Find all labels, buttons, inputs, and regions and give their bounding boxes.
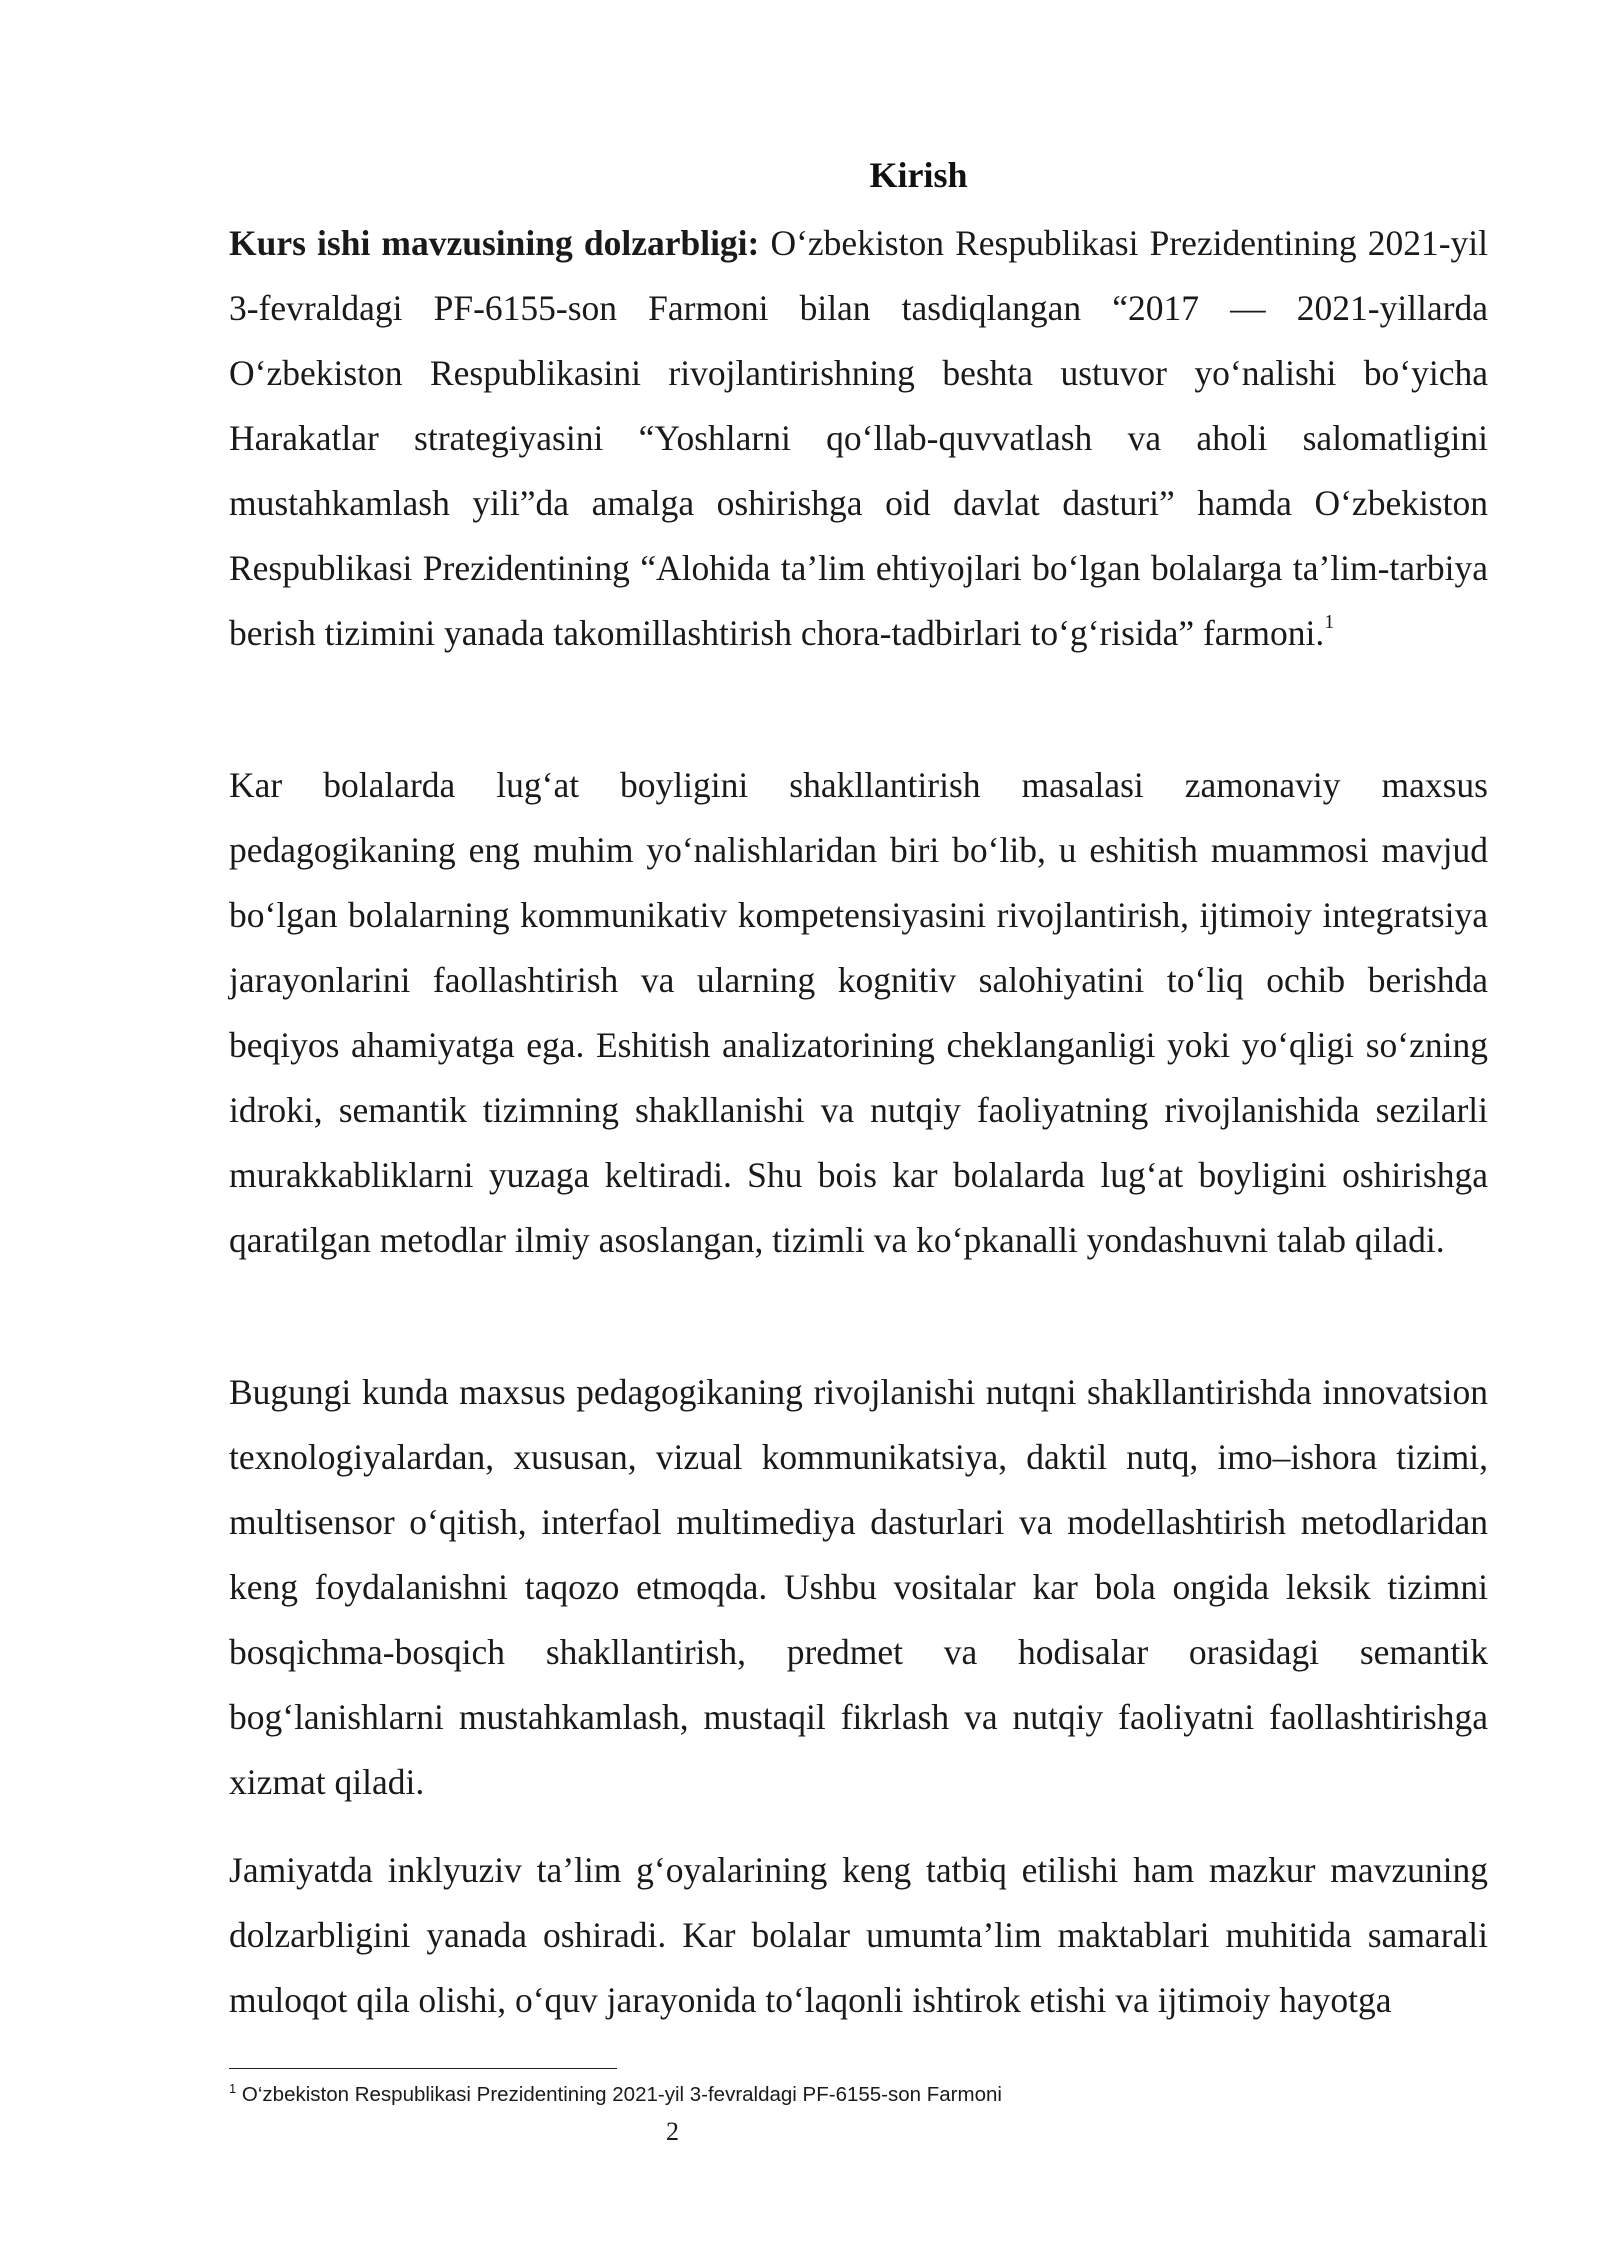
paragraph-1 (229, 211, 1488, 666)
paragraph-text: O‘zbekiston Respublikasi Prezidentining 2021-yil 3-fevraldagi PF-6155-son Farmoni bilan tasdiqlangan “2017 — 2021-yillarda O‘zbekiston Respublikasini rivojlantirishning beshta ustuvor yo‘nalishi bo‘yicha Harakatlar strategiyasini “Yoshlarni qo‘llab-quvvatlash va aholi salomatligini mustahkamlash yili”da amalga oshirishga oid davlat dasturi” hamda O‘zbekiston Respublikasi Prezidentining “Alohida ta’lim ehtiyojlari bo‘lgan bolalarga ta’lim-tarbiya berish tizimini yanada takomillashtirish chora-tadbirlari to‘g‘risida” farmoni. (229, 223, 1489, 653)
paragraph-3 (229, 1360, 1488, 1815)
paragraph-text: Bugungi kunda maxsus pedagogikaning rivojlanishi nutqni shakllantirishda innovatsion texnologiyalardan, xususan, vizual kommunikatsiya, daktil nutq, imo–ishora tizimi, multisensor o‘qitish, interfaol multimediya dasturlari va modellashtirish metodlaridan keng foydalanishni taqozo etmoqda. Ushbu vositalar kar bola ongida leksik tizimni bosqichma-bosqich shakllantirish, predmet va hodisalar orasidagi semantik bog‘lanishlarni mustahkamlash, mustaqil fikrlash va nutqiy faoliyatni faollashtirishga xizmat qiladi. (229, 1372, 1488, 1802)
section-heading (229, 143, 1488, 208)
paragraph-lead: Kurs ishi mavzusining dolzarbligi: (229, 223, 760, 263)
section-heading-text: Kirish (869, 155, 968, 195)
page-number: 2 (666, 2117, 679, 2146)
paragraph-2 (229, 753, 1488, 1273)
footnote-reference[interactable]: 1 (1324, 611, 1335, 634)
footnote-marker: 1 (229, 2081, 237, 2097)
paragraph-4 (229, 1838, 1488, 2033)
paragraph-text: Jamiyatda inklyuziv ta’lim g‘oyalarining keng tatbiq etilishi ham mazkur mavzuning dolzarbligini yanada oshiradi. Kar bolalar umumta’lim maktablari muhitida samarali muloqot qila olishi, o‘quv jarayonida to‘laqonli ishtirok etishi va ijtimoiy hayotga (229, 1850, 1488, 2020)
footnote-text: O‘zbekiston Respublikasi Prezidentining 2021-yil 3-fevraldagi PF-6155-son Farmoni (236, 2083, 1002, 2106)
footnote-separator (229, 2068, 617, 2069)
footnote (229, 2080, 1488, 2110)
paragraph-text: Kar bolalarda lug‘at boyligini shakllantirish masalasi zamonaviy maxsus pedagogikaning eng muhim yo‘nalishlaridan biri bo‘lib, u eshitish muammosi mavjud bo‘lgan bolalarning kommunikativ kompetensiyasini rivojlantirish, ijtimoiy integratsiya jarayonlarini faollashtirish va ularning kognitiv salohiyatini to‘liq ochib berishda beqiyos ahamiyatga ega. Eshitish analizatorining cheklanganligi yoki yo‘qligi so‘zning idroki, semantik tizimning shakllanishi va nutqiy faoliyatning rivojlanishida sezilarli murakkabliklarni yuzaga keltiradi. Shu bois kar bolalarda lug‘at boyligini oshirishga qaratilgan metodlar ilmiy asoslangan, tizimli va ko‘pkanalli yondashuvni talab qiladi. (229, 765, 1488, 1260)
